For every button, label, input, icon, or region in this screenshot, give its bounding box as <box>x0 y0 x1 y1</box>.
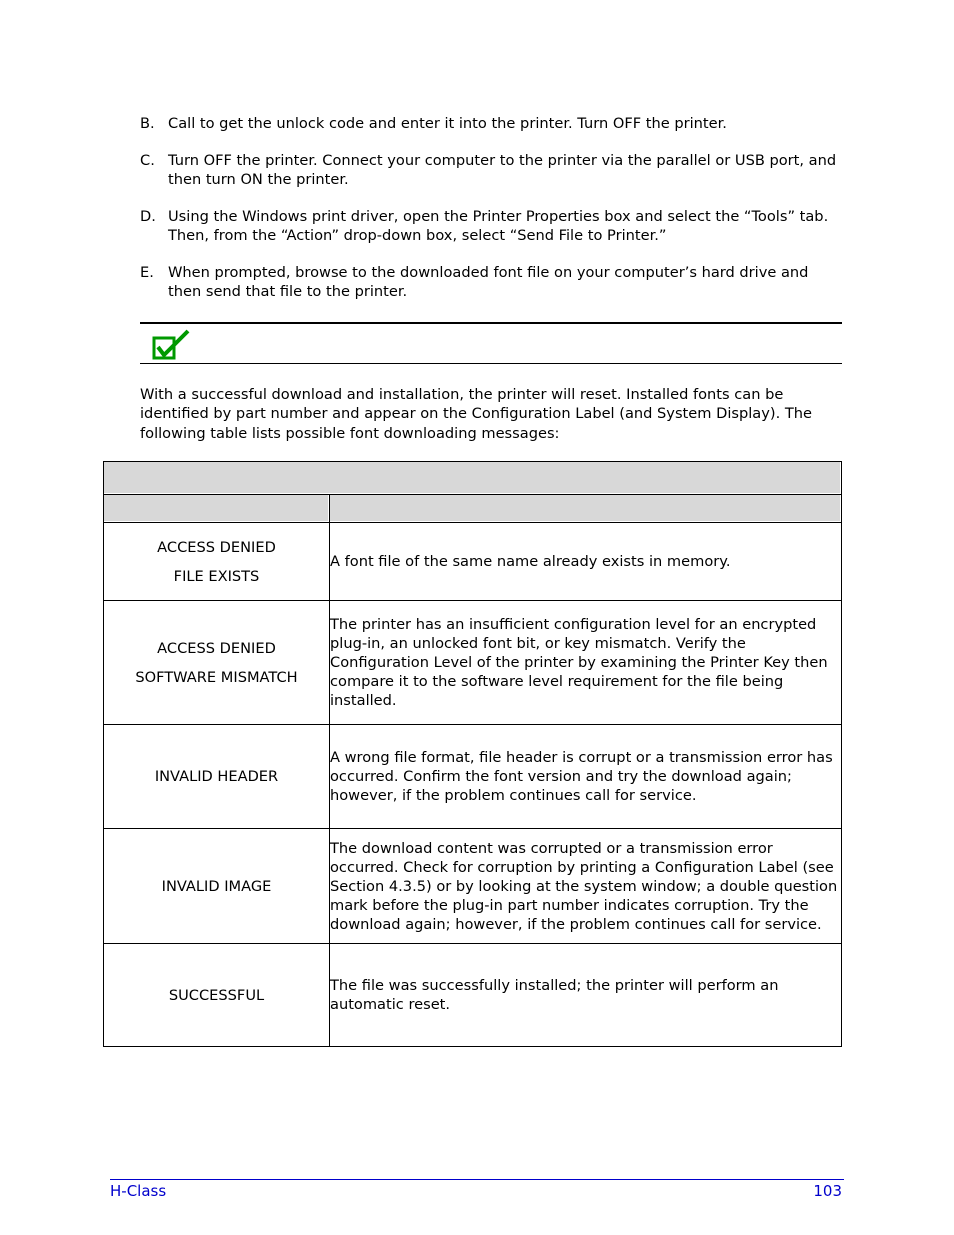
table-row <box>104 523 842 601</box>
message-cell <box>104 829 330 944</box>
instruction-steps <box>140 114 840 319</box>
step-text: Call to get the unlock code and enter it into the printer. Turn OFF the printer. <box>168 115 727 132</box>
step-c <box>140 151 840 189</box>
footer-rule <box>110 1179 844 1180</box>
table-row <box>104 725 842 829</box>
message-cell <box>104 944 330 1047</box>
table-header-row <box>104 495 842 523</box>
step-e <box>140 263 840 301</box>
description-cell: The file was successfully installed; the printer will perform an automatic reset. <box>330 944 842 1047</box>
table-row <box>104 944 842 1047</box>
message-text: ACCESS DENIED <box>157 639 276 657</box>
message-cell <box>104 725 330 829</box>
step-letter: C. <box>140 152 155 169</box>
message-text: INVALID HEADER <box>154 768 279 785</box>
table-row <box>104 601 842 725</box>
step-text: Turn OFF the printer. Connect your computer to the printer via the parallel or USB port, and then turn ON the printer. <box>168 152 837 188</box>
message-text: INVALID IMAGE <box>161 877 272 895</box>
step-b <box>140 114 840 133</box>
message-cell <box>104 601 330 725</box>
intro-paragraph: With a successful download and installation, the printer will reset. Installed fonts can be identified by part number and appear on the Configuration Label (and System Display). The following table lists possible font downloading messages: <box>140 386 813 442</box>
note-box <box>140 322 842 364</box>
checkbox-note-icon <box>152 329 194 361</box>
description-cell: The download content was corrupted or a transmission error occurred. Check for corruption by printing a Configuration Label (see Section 4.3.5) or by looking at the system window; a double question mark before the plug-in part number indicates corruption. Try the download again; however, if the problem continues call for service. <box>330 829 842 944</box>
message-text: ACCESS DENIED <box>157 538 276 556</box>
description-cell: A wrong file format, file header is corrupt or a transmission error has occurred. Confirm the font version and try the download again; however, if the problem continues call for service. <box>330 725 842 829</box>
column-header-description <box>330 495 842 523</box>
message-cell <box>104 523 330 601</box>
description-cell: A font file of the same name already exists in memory. <box>330 523 842 601</box>
step-d <box>140 207 840 245</box>
step-letter: E. <box>140 264 154 281</box>
table-title-cell <box>104 462 842 495</box>
font-download-messages-table <box>103 461 842 1047</box>
footer-product-name: H-Class <box>110 1182 167 1200</box>
footer-page-number: 103 <box>813 1182 842 1200</box>
step-text: When prompted, browse to the downloaded font file on your computer’s hard drive and then send that file to the printer. <box>168 264 809 300</box>
message-text: SUCCESSFUL <box>168 986 265 1004</box>
step-letter: B. <box>140 115 155 132</box>
step-text: Using the Windows print driver, open the Printer Properties box and select the “Tools” tab. Then, from the “Action” drop-down box, select “Send File to Printer.” <box>168 208 829 244</box>
message-text: FILE EXISTS <box>173 567 260 585</box>
message-text: SOFTWARE MISMATCH <box>135 668 298 686</box>
table-row <box>104 829 842 944</box>
column-header-message <box>104 495 330 523</box>
table-title-row <box>104 462 842 495</box>
step-letter: D. <box>140 208 156 225</box>
description-cell: The printer has an insufficient configuration level for an encrypted plug-in, an unlocked font bit, or key mismatch. Verify the Configuration Level of the printer by examining the Printer Key then compare it to the software level requirement for the file being installed. <box>330 601 842 725</box>
